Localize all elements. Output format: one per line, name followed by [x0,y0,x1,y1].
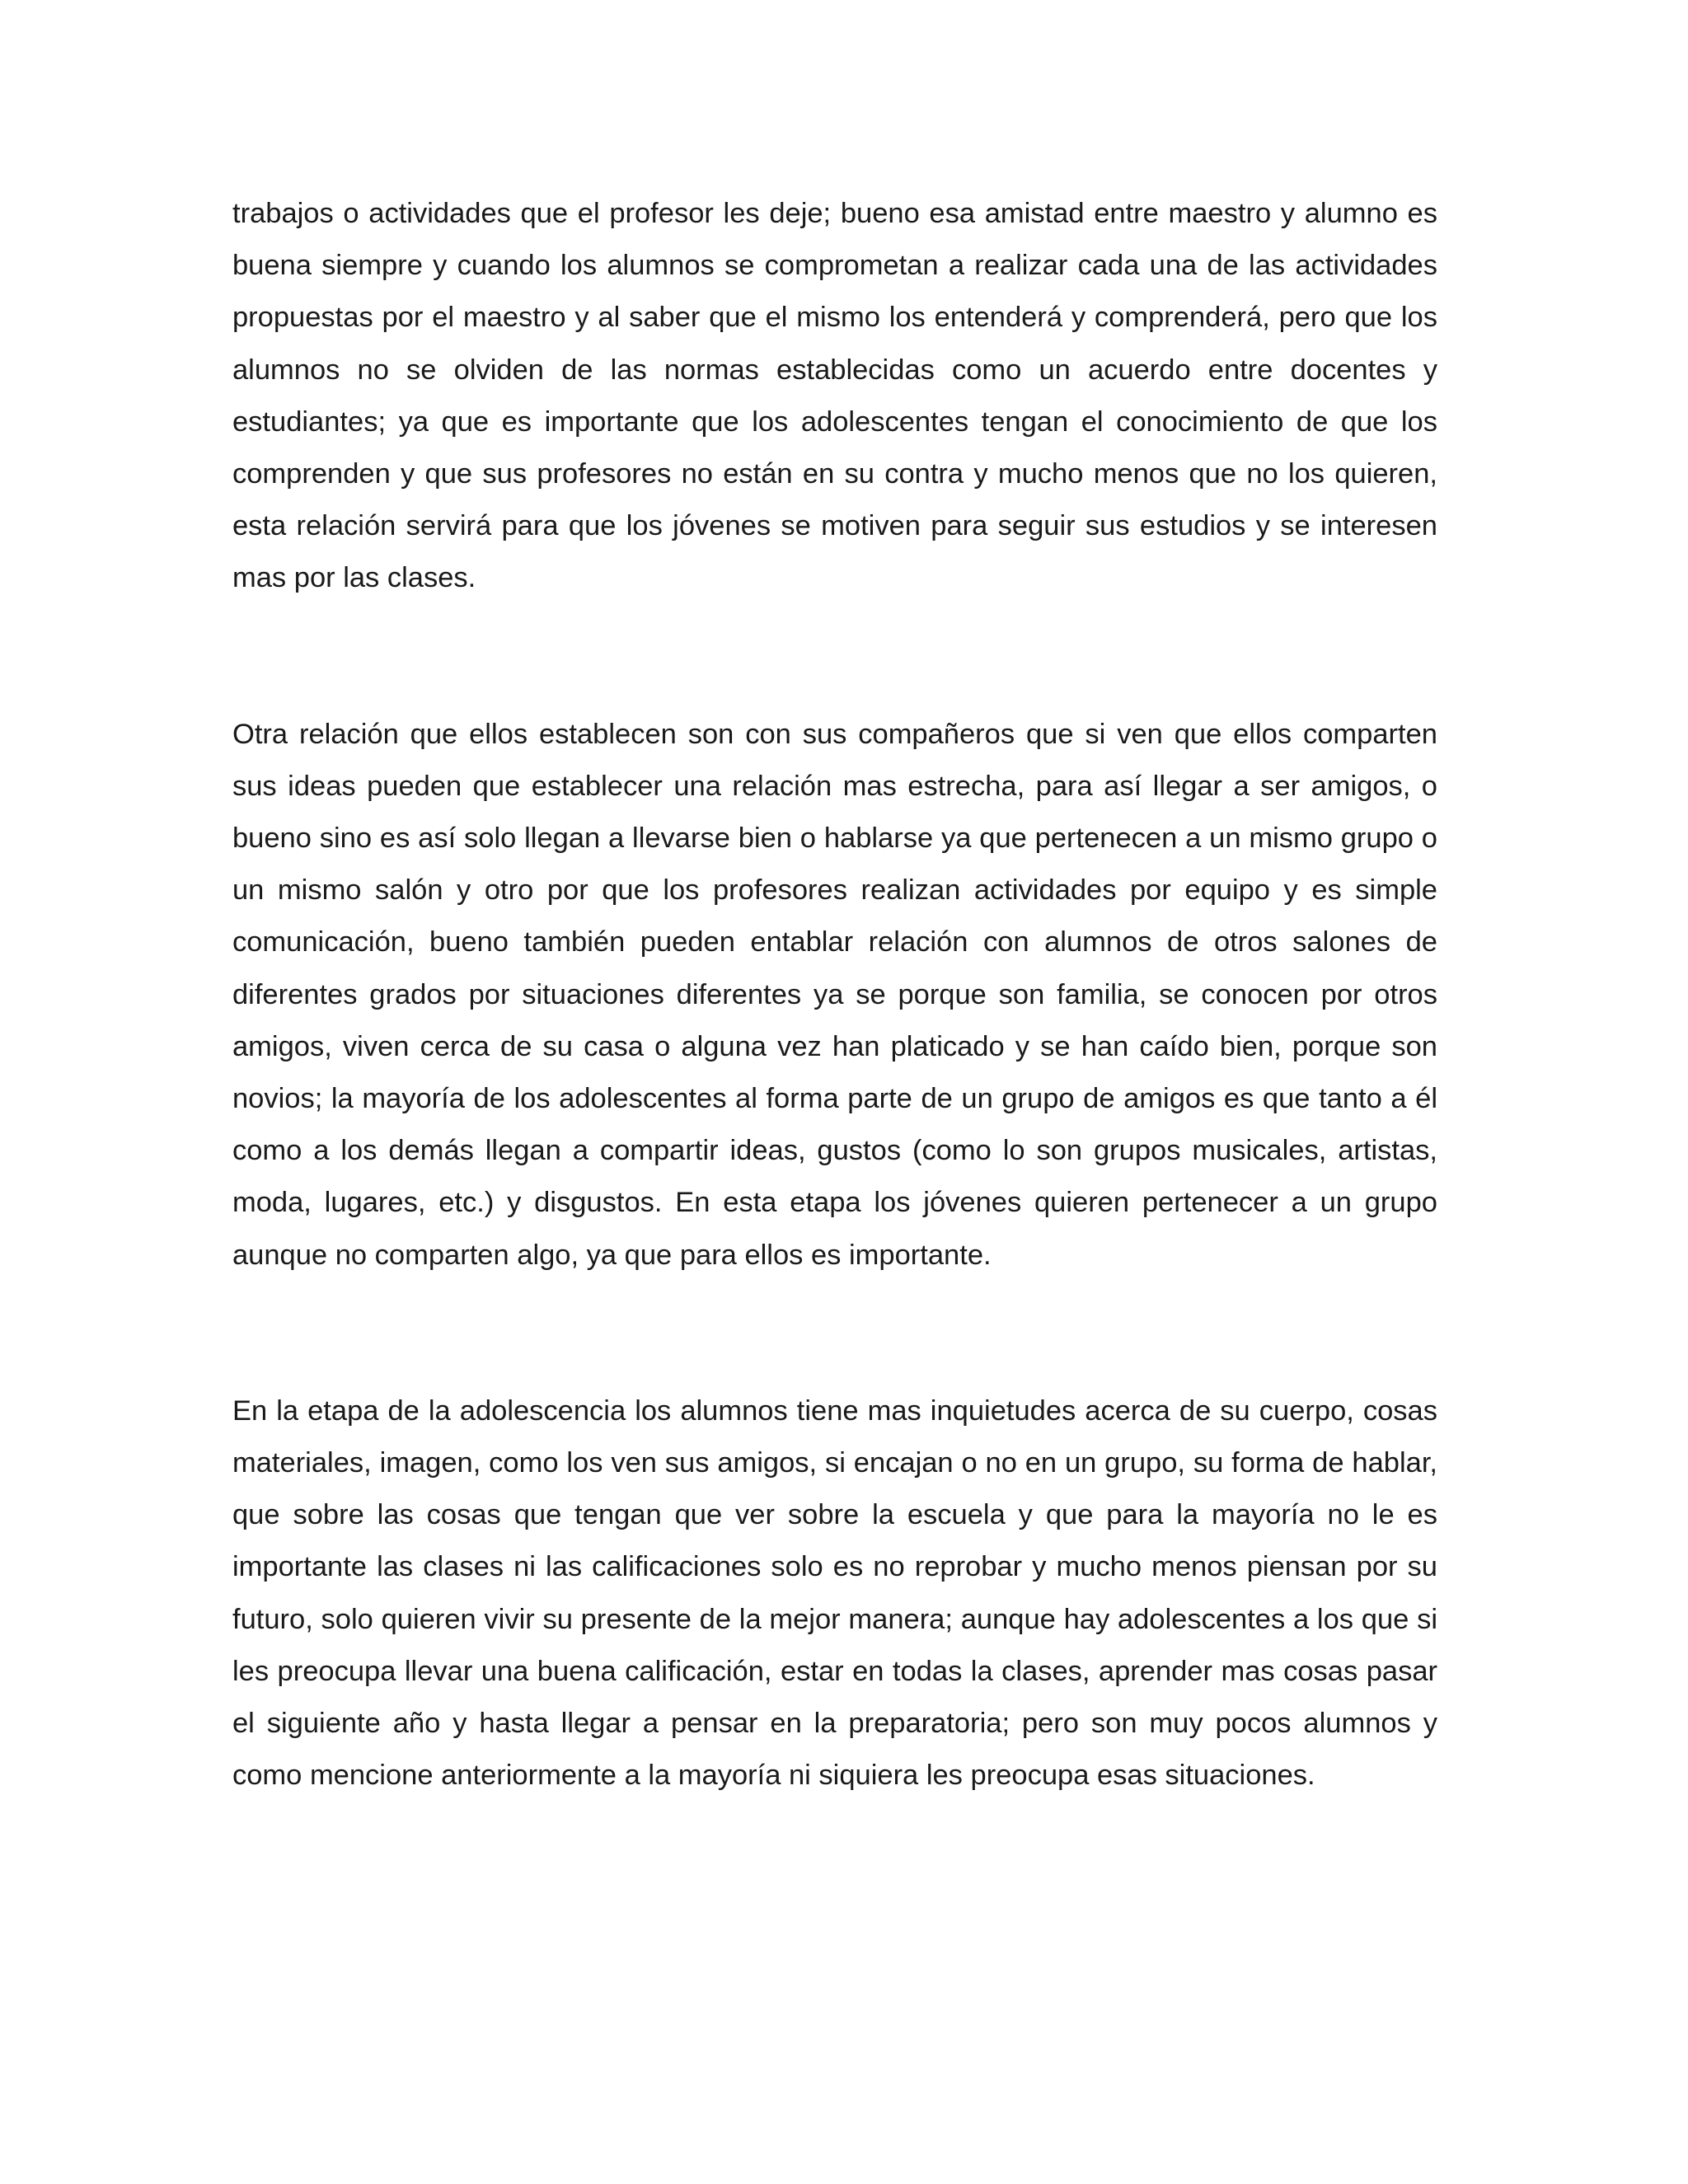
paragraph-adolescent-concerns: En la etapa de la adolescencia los alumnos tiene mas inquietudes acerca de su cuerpo, cosas materiales, imagen, como los ven sus amigos, si encajan o no en un grupo, su forma de hablar, que sobre las cosas que tengan que ver sobre la escuela y que para la mayoría no le es importante las clases ni las calificaciones solo es no reprobar y mucho menos piensan por su futuro, solo quieren vivir su presente de la mejor manera; aunque hay adolescentes a los que si les preocupa llevar una buena calificación, estar en todas la clases, aprender mas cosas pasar el siguiente año y hasta llegar a pensar en la preparatoria; pero son muy pocos alumnos y como mencione anteriormente a la mayoría ni siquiera les preocupa esas situaciones. [232,1394,1437,1792]
text-body [232,188,1437,1802]
paragraph-peer-relationship: Otra relación que ellos establecen son con sus compañeros que si ven que ellos comparten sus ideas pueden que establecer una relación mas estrecha, para así llegar a ser amigos, o bueno sino es así solo llegan a llevarse bien o hablarse ya que pertenecen a un mismo grupo o un mismo salón y otro por que los profesores realizan actividades por equipo y es simple comunicación, bueno también pueden entablar relación con alumnos de otros salones de diferentes grados por situaciones diferentes ya se porque son familia, se conocen por otros amigos, viven cerca de su casa o alguna vez han platicado y se han caído bien, porque son novios; la mayoría de los adolescentes al forma parte de un grupo de amigos es que tanto a él como a los demás llegan a compartir ideas, gustos (como lo son grupos musicales, artistas, moda, lugares, etc.) y disgustos. En esta etapa los jóvenes quieren pertenecer a un grupo aunque no comparten algo, ya que para ellos es importante. [232,718,1437,1271]
paragraph-teacher-relationship: trabajos o actividades que el profesor les deje; bueno esa amistad entre maestro y alumno es buena siempre y cuando los alumnos se comprometan a realizar cada una de las actividades propuestas por el maestro y al saber que el mismo los entenderá y comprenderá, pero que los alumnos no se olviden de las normas establecidas como un acuerdo entre docentes y estudiantes; ya que es importante que los adolescentes tengan el conocimiento de que los comprenden y que sus profesores no están en su contra y mucho menos que no los quieren, esta relación servirá para que los jóvenes se motiven para seguir sus estudios y se interesen mas por las clases. [232,198,1437,594]
paragraph-spacer [232,1282,1437,1385]
paragraph-spacer [232,605,1437,709]
